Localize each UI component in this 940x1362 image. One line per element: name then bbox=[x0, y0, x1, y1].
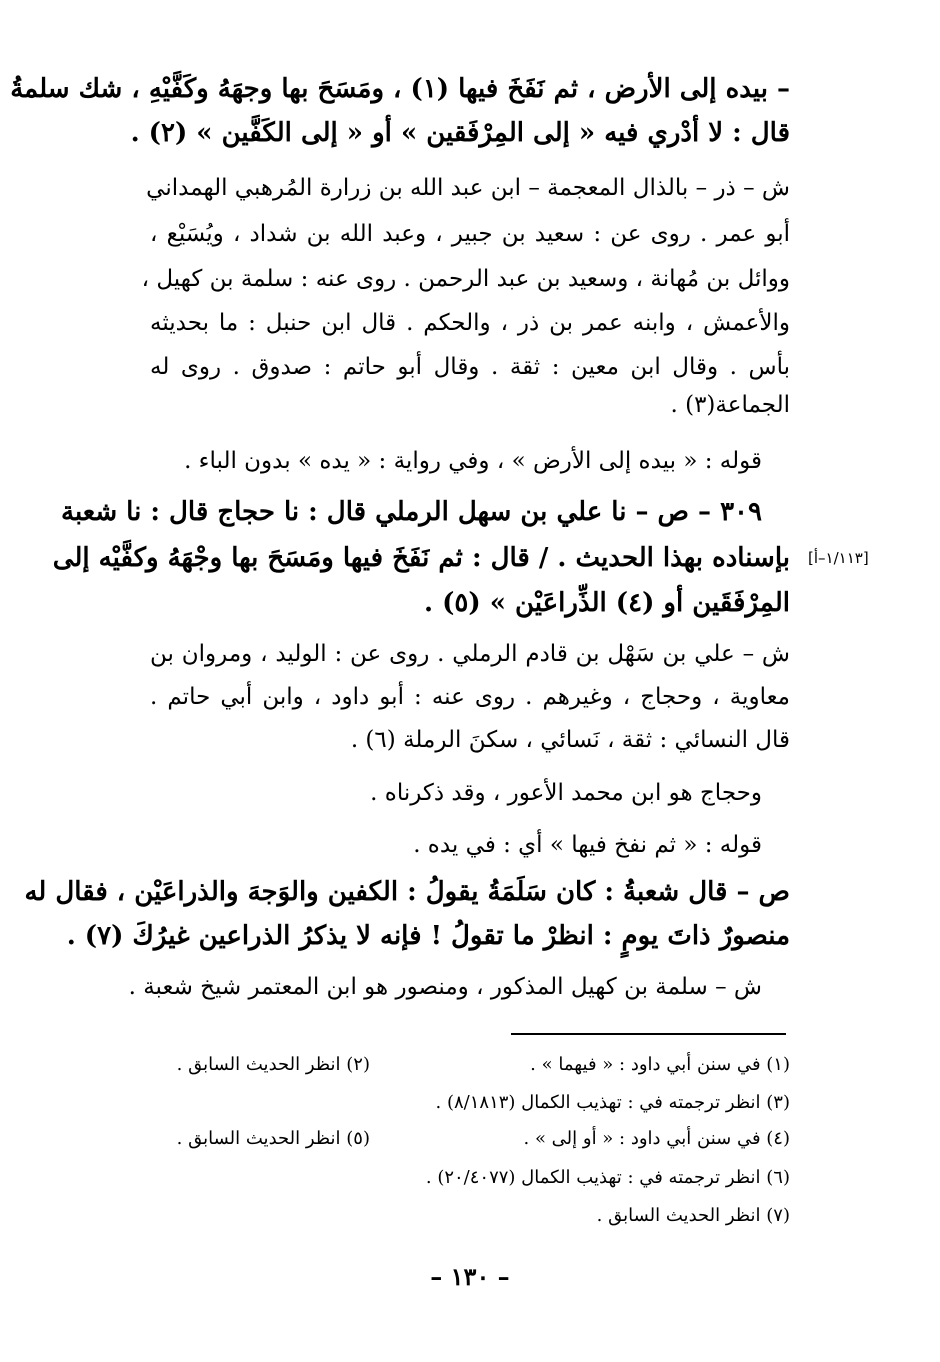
text-line: – بيده إلى الأرض ، ثم نَفَخَ فيها (١) ، ومَسَحَ بها وجهَهُ وكَفَّيْهِ ، شك سلمةُ bbox=[10, 74, 790, 104]
footnote: (٢) انظر الحديث السابق . bbox=[176, 1054, 370, 1075]
text-line: ص – قال شعبةُ : كان سَلَمَةُ يقولُ : الكفين والوَجهَ والذراعَيْن ، فقال له bbox=[24, 877, 790, 907]
footnote: (٧) انظر الحديث السابق . bbox=[596, 1205, 790, 1226]
footnote: (٤) في سنن أبي داود : « أو إلى » . bbox=[523, 1128, 790, 1149]
text-line: الجماعة(٣) . bbox=[670, 392, 790, 418]
text-line: ش – ذر – بالذال المعجمة – ابن عبد الله بن زرارة المُرهبي الهمداني bbox=[146, 175, 790, 201]
text-line: قال النسائي : ثقة ، نَسائي ، سكنَ الرملة (٦) . bbox=[350, 727, 790, 753]
footnote-row bbox=[150, 1205, 790, 1233]
text-line: ووائل بن مُهانة ، وسعيد بن عبد الرحمن . روى عنه : سلمة بن كهيل ، bbox=[141, 266, 790, 292]
footnote-row bbox=[150, 1167, 790, 1195]
text-line: قوله : « بيده إلى الأرض » ، وفي رواية : « يده » بدون الباء . bbox=[184, 448, 762, 474]
footnote-divider bbox=[511, 1033, 786, 1035]
text-line: قوله : « ثم نفخ فيها » أي : في يده . bbox=[413, 832, 762, 858]
footnote-row bbox=[150, 1092, 790, 1120]
text-line: قال : لا أدْري فيه « إلى المِرْفَقين » أو « إلى الكَفَّين » (٢) . bbox=[130, 118, 790, 148]
footnote: (٦) انظر ترجمته في : تهذيب الكمال (٢٠/٤٠٧٧) . bbox=[425, 1167, 790, 1188]
text-line: منصورٌ ذاتَ يومٍ : انظرْ ما تقولُ ! فإنه لا يذكرُ الذراعين غيرُكَ (٧) . bbox=[66, 921, 790, 951]
footnote: (٥) انظر الحديث السابق . bbox=[176, 1128, 370, 1149]
footnote: (١) في سنن أبي داود : « فيهما » . bbox=[530, 1054, 790, 1075]
text-line: ش – علي بن سَهْل بن قادم الرملي . روى عن : الوليد ، ومروان بن bbox=[150, 641, 790, 667]
text-line: وحجاج هو ابن محمد الأعور ، وقد ذكرناه . bbox=[370, 780, 762, 806]
text-line: المِرْفَقَين أو (٤) الذِّراعَيْن » (٥) . bbox=[423, 588, 790, 618]
text-line: أبو عمر . روى عن : سعيد بن جبير ، وعبد الله بن شداد ، ويُسَيْع ، bbox=[150, 221, 790, 247]
footnote: (٣) انظر ترجمته في : تهذيب الكمال (٨/١٨١٣) . bbox=[435, 1092, 790, 1113]
text-line: معاوية ، وحجاج ، وغيرهم . روى عنه : أبو داود ، وابن أبي حاتم . bbox=[150, 684, 790, 710]
footnote-row bbox=[150, 1054, 790, 1082]
footnote-row bbox=[150, 1128, 790, 1156]
text-line: بأس . وقال ابن معين : ثقة . وقال أبو حاتم : صدوق . روى له bbox=[150, 354, 790, 380]
text-line: ش – سلمة بن كهيل المذكور ، ومنصور هو ابن المعتمر شيخ شعبة . bbox=[128, 974, 762, 1000]
page-number: – ١٣٠ – bbox=[430, 1262, 510, 1291]
hadith-heading: ٣٠٩ – ص – نا علي بن سهل الرملي قال : نا حجاج قال : نا شعبة bbox=[61, 497, 762, 527]
text-line: بإسناده بهذا الحديث . / قال : ثم نَفَخَ فيها ومَسَحَ بها وجْهَهُ وكفَّيْه إلى bbox=[52, 543, 790, 573]
text-line: والأعمش ، وابنه عمر بن ذر ، والحكم . قال ابن حنبل : ما بحديثه bbox=[150, 310, 790, 336]
manuscript-folio-ref: [١/١١٣–أ] bbox=[808, 549, 869, 567]
